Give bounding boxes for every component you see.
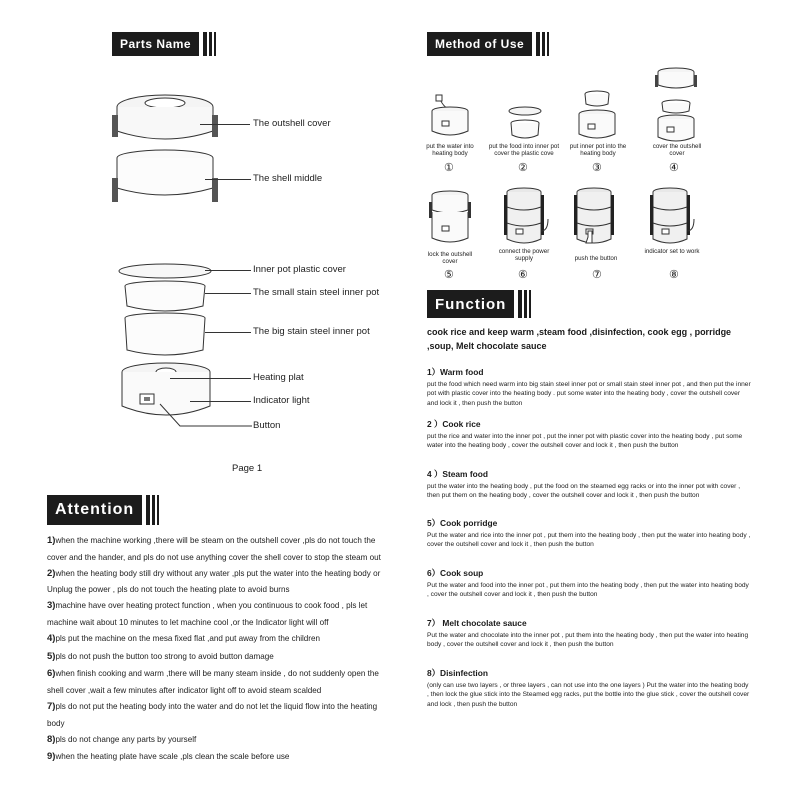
label-small-pot: The small stain steel inner pot xyxy=(253,287,380,298)
parts-name-header xyxy=(112,32,216,56)
header-bars-decoration xyxy=(516,290,531,318)
function-item-title: 7） Melt chocolate sauce xyxy=(427,618,527,628)
function-intro: cook rice and keep warm ,steam food ,disinfection, cook egg , porridge ,soup, Melt chocolate sauce xyxy=(427,327,732,351)
attention-header xyxy=(47,495,159,525)
attention-item-number: 3) xyxy=(47,600,56,612)
attention-item-number: 6) xyxy=(47,668,56,680)
function-item-title: 8）Disinfection xyxy=(427,668,488,678)
attention-title: Attention xyxy=(47,495,142,525)
step-8-drawing xyxy=(646,185,696,250)
step-6-caption: connect the power supply xyxy=(498,248,550,263)
function-item xyxy=(427,366,752,408)
header-bars-decoration xyxy=(144,495,159,525)
header-bars-decoration xyxy=(534,32,549,56)
function-item xyxy=(427,567,752,600)
function-item xyxy=(427,418,752,451)
shell-middle-drawing xyxy=(110,150,220,210)
step-2-number: ② xyxy=(518,162,528,174)
attention-item xyxy=(47,665,392,698)
attention-item-text: when the machine working ,there will be steam on the outshell cover ,pls do not touch the cover and the hander, and pls do not use anything cover the shell cover to stop the steam out xyxy=(47,536,381,562)
attention-item-text: when the heating body still dry without any water ,pls put the water into the heating body or Unplug the power , pls do not touch the heating plate to avoid burns xyxy=(47,568,381,595)
step-8-number: ⑧ xyxy=(669,269,679,281)
function-item-body: (only can use two layers , or three layers , can not use into the one layers ) Put the water into the heating body , then lock the glue stick into the Steamed egg racks, put the bottle into the glue stick , cover the outshell cover and lock , then push the button xyxy=(427,682,750,708)
function-item-body: Put the water and food into the inner pot , put them into the heating body , then put the water into heating body , cover the outshell cover and lock it , then push the button xyxy=(427,582,749,599)
label-button: Button xyxy=(253,420,281,431)
step-8-caption: indicator set to work xyxy=(644,248,700,255)
attention-item-number: 4) xyxy=(47,633,56,645)
function-item-title: 5）Cook porridge xyxy=(427,518,498,528)
function-item-body: Put the water and rice into the inner pot , put them into the heating body , then put the water into heating body , cover the outshell cover and lock it , then push the button xyxy=(427,532,751,549)
attention-item xyxy=(47,731,392,749)
attention-item-number: 9) xyxy=(47,751,56,763)
header-bars-decoration xyxy=(201,32,216,56)
step-6-number: ⑥ xyxy=(518,269,528,281)
page-number: Page 1 xyxy=(232,463,263,474)
big-pot-drawing xyxy=(120,312,210,358)
step-7-caption: push the button xyxy=(574,255,618,262)
attention-item xyxy=(47,597,392,630)
attention-item-text: when the heating plate have scale ,pls clean the scale before use xyxy=(55,752,290,762)
attention-item-text: machine have over heating protect function , when you continuous to cook food , pls let machine wait about 10 minutes to let machine cool ,or the Indicator light will off xyxy=(47,601,368,628)
method-of-use-title: Method of Use xyxy=(427,32,532,56)
attention-item-number: 8) xyxy=(47,733,56,745)
attention-item-number: 7) xyxy=(47,701,56,713)
attention-item xyxy=(47,648,392,666)
step-4-number: ④ xyxy=(669,162,679,174)
function-item xyxy=(427,468,752,501)
step-2-drawing xyxy=(505,105,545,140)
function-item xyxy=(427,517,752,550)
attention-item-text: pls do not push the button too strong to avoid button damage xyxy=(55,651,274,661)
step-1-caption: put the water into heating body xyxy=(426,143,474,158)
label-inner-pot-cover: Inner pot plastic cover xyxy=(253,264,346,275)
attention-item xyxy=(47,565,392,598)
step-3-drawing xyxy=(575,88,620,143)
attention-item xyxy=(47,748,392,766)
step-6-drawing xyxy=(500,185,550,250)
function-item-body: put the food which need warm into big stain steel inner pot or small stain steel inner pot , and then put the inner pot with plastic cover into the heating body . put some water into the heating body , cover the outshell cover and lock it , then push the button xyxy=(427,381,751,407)
step-7-drawing xyxy=(570,185,620,250)
parts-name-title: Parts Name xyxy=(112,32,199,56)
function-item-title: 6）Cook soup xyxy=(427,568,484,578)
attention-item xyxy=(47,532,392,565)
step-4-caption: cover the outshell cover xyxy=(652,143,702,158)
function-item-body: Put the water and chocolate into the inner pot , put them into the heating body , then put the water into heating body , cover the outshell cover and lock it , then push the button xyxy=(427,632,749,649)
step-5-drawing xyxy=(425,188,475,248)
function-item-body: put the water into the heating body , put the food on the steamed egg racks or into the inner pot with cover , then put them on the heating body , cover the outshell cover and lock it , then push the button xyxy=(427,483,741,500)
step-5-caption: lock the outshell cover xyxy=(427,251,473,266)
attention-item-text: pls do not change any parts by yourself xyxy=(55,734,197,744)
function-item-body: put the rice and water into the inner pot , put the inner pot with plastic cover into the heating body , put some water into the heating body , cover the outshell cover and lock it , then push the button xyxy=(427,433,743,450)
function-header xyxy=(427,290,531,318)
function-item xyxy=(427,617,752,650)
label-heating-plat: Heating plat xyxy=(253,372,304,383)
label-indicator-light: Indicator light xyxy=(253,395,310,406)
step-4-drawing xyxy=(654,65,699,145)
attention-item-text: pls do not put the heating body into the water and do not let the liquid flow into the heating body xyxy=(47,702,378,728)
method-of-use-header xyxy=(427,32,549,56)
function-item-title: 2 ）Cook rice xyxy=(427,419,481,429)
function-title: Function xyxy=(427,290,514,318)
function-item-title: 4 ）Steam food xyxy=(427,469,488,479)
step-5-number: ⑤ xyxy=(444,269,454,281)
attention-item-number: 2) xyxy=(47,567,56,579)
function-item-title: 1）Warm food xyxy=(427,367,484,377)
function-item xyxy=(427,667,752,709)
attention-item-number: 1) xyxy=(47,535,56,546)
step-1-number: ① xyxy=(444,162,454,174)
small-pot-drawing xyxy=(120,280,210,314)
step-1-drawing xyxy=(425,95,475,140)
attention-item-text: pls put the machine on the mesa fixed flat ,and put away from the children xyxy=(55,634,320,644)
step-3-caption: put inner pot into the heating body xyxy=(569,143,627,158)
step-2-caption: put the food into inner pot cover the plastic cove xyxy=(488,143,560,158)
attention-item xyxy=(47,630,392,648)
attention-item-number: 5) xyxy=(47,650,56,662)
inner-pot-cover-drawing xyxy=(115,262,215,280)
label-shell-middle: The shell middle xyxy=(253,173,323,184)
attention-item xyxy=(47,698,392,731)
label-big-pot: The big stain steel inner pot xyxy=(253,326,370,337)
attention-item-text: when finish cooking and warm ,there will be many steam inside , do not suddenly open the shell cover ,wait a few minutes after indicator light off to avoid steam scalded xyxy=(47,669,379,696)
step-3-number: ③ xyxy=(592,162,602,174)
attention-list xyxy=(47,532,392,766)
label-outshell-cover: The outshell cover xyxy=(253,118,331,129)
step-7-number: ⑦ xyxy=(592,269,602,281)
button-leader-line xyxy=(160,404,255,428)
